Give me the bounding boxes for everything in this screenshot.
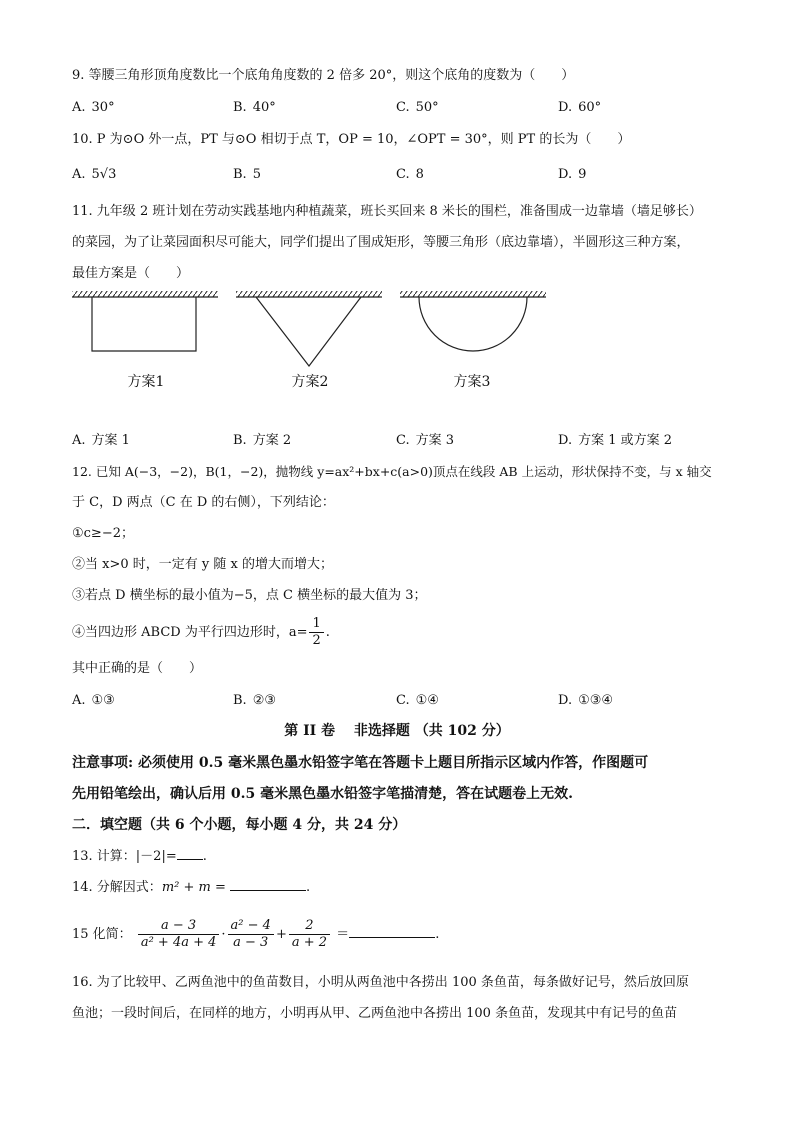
q12-line-2: 于 C，D 两点（C 在 D 的右侧），下列结论： xyxy=(72,495,335,510)
q16-line-2: 鱼池；一段时间后，在同样的地方，小明再从甲、乙两鱼池中各捞出 100 条鱼苗，发现其中有记号的鱼苗 xyxy=(72,1006,678,1021)
caption-plan-1: 方案1 xyxy=(127,374,165,390)
q9-stem: 9. 等腰三角形顶角度数比一个底角角度数的 2 倍多 20°，则这个底角的度数为（ ） xyxy=(72,68,575,83)
q11-figures xyxy=(0,0,794,400)
answer-blank-15 xyxy=(349,925,435,938)
q12-option-d: D. ①③④ xyxy=(558,693,614,708)
q10-option-b: B. 5 xyxy=(233,167,261,182)
q11-line-3: 最佳方案是（ ） xyxy=(72,266,190,281)
answer-blank-14 xyxy=(230,878,306,891)
q10-option-d: D. 9 xyxy=(558,167,587,182)
q13: 13. 计算：|－2|= . xyxy=(72,849,207,864)
part-2-title: 第 II 卷 非选择题 （共 102 分） xyxy=(284,723,510,739)
fraction-2: $\frac{\text{a² − 4}}{a - 3}$ xyxy=(228,918,274,951)
q10-option-a: A. 5√3 xyxy=(72,167,117,182)
caption-plan-2: 方案2 xyxy=(291,374,329,390)
q14: 14. 分解因式：m² + m = . xyxy=(72,880,311,895)
q12-statement-3: ③若点 D 横坐标的最小值为−5，点 C 横坐标的最大值为 3； xyxy=(72,588,427,603)
q12-statement-2: ②当 x>0 时，一定有 y 随 x 的增大而增大； xyxy=(72,557,333,572)
q11-option-a: A. 方案 1 xyxy=(72,433,130,448)
q12-option-a: A. ①③ xyxy=(72,693,115,708)
q11-line-1: 11. 九年级 2 班计划在劳动实践基地内种植蔬菜，班长买回来 8 米长的围栏，准备围成一边靠墙（墙足够长） xyxy=(72,204,702,219)
section-heading: 二．填空题（共 6 个小题，每小题 4 分，共 24 分） xyxy=(72,817,407,833)
q11-option-c: C. 方案 3 xyxy=(396,433,455,448)
notice-line-1: 注意事项: 必须使用 0.5 毫米黑色墨水铅签字笔在答题卡上题目所指示区域内作答，作图题可 xyxy=(72,755,649,771)
q11-line-2: 的菜园，为了让菜园面积尽可能大，同学们提出了围成矩形，等腰三角形（底边靠墙），半圆形这三种方案， xyxy=(72,235,690,250)
q12-option-b: B. ②③ xyxy=(233,693,276,708)
fraction-one-half: $\frac{1}{2}$ xyxy=(309,616,323,649)
q15: 15 化简： $\frac{a - 3}{\text{a² + 4a + 4}}$ · $\frac{\text{a² − 4}}{a - 3}$ + $\frac{2}{a + 2}$ ＝ . xyxy=(72,918,440,950)
figure-plan-3 xyxy=(400,291,546,351)
q10-stem: 10. P 为⊙O 外一点，PT 与⊙O 相切于点 T，OP = 10，∠OPT = 30°，则 PT 的长为（ ） xyxy=(72,132,631,147)
q12-statement-4: ④当四边形 ABCD 为平行四边形时，a= $\frac{1}{2}$ . xyxy=(72,616,330,648)
q9-option-a: A. 30° xyxy=(72,100,115,115)
q12-line-1: 12. 已知 A(−3，−2)，B(1，−2)，抛物线 y=ax²+bx+c(a>0)顶点在线段 AB 上运动，形状保持不变，与 x 轴交 xyxy=(72,464,712,479)
notice-line-2: 先用铅笔绘出，确认后用 0.5 毫米黑色墨水铅签字笔描清楚，答在试题卷上无效. xyxy=(72,786,573,802)
figure-plan-2 xyxy=(236,291,382,366)
q11-option-d: D. 方案 1 或方案 2 xyxy=(558,433,673,448)
q10-option-c: C. 8 xyxy=(396,167,424,182)
answer-blank-13 xyxy=(177,847,203,860)
q16-line-1: 16. 为了比较甲、乙两鱼池中的鱼苗数目，小明从两鱼池中各捞出 100 条鱼苗，每条做好记号，然后放回原 xyxy=(72,975,689,990)
q12-statement-1: ①c≥−2； xyxy=(72,526,134,541)
q12-ask: 其中正确的是（ ） xyxy=(72,661,203,676)
figure-plan-1 xyxy=(72,291,218,351)
q12-option-c: C. ①④ xyxy=(396,693,439,708)
q9-option-b: B. 40° xyxy=(233,100,276,115)
fraction-1: $\frac{a - 3}{\text{a² + 4a + 4}}$ xyxy=(138,918,220,951)
q9-option-c: C. 50° xyxy=(396,100,439,115)
q11-option-b: B. 方案 2 xyxy=(233,433,292,448)
q9-option-d: D. 60° xyxy=(558,100,602,115)
fraction-3: $\frac{2}{a + 2}$ xyxy=(289,918,330,951)
caption-plan-3: 方案3 xyxy=(453,374,491,390)
